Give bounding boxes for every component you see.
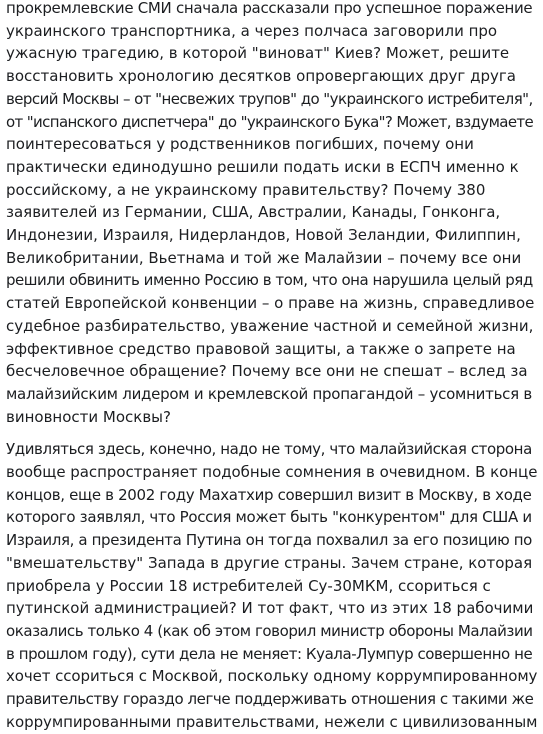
text-line: решили обвинить именно Россию в том, что она нарушила целый ряд xyxy=(6,271,533,290)
paragraph-1 xyxy=(6,0,538,428)
text-line: прокремлевские СМИ сначала рассказали про успешное поражение xyxy=(6,0,533,17)
paragraph-2 xyxy=(6,438,538,733)
text-line: концов, еще в 2002 году Махатхир совершил визит в Москву, в ходе xyxy=(6,485,532,504)
text-line: российскому, а не украинскому правительству? Почему 380 xyxy=(6,180,486,199)
text-line: Удивляться здесь, конечно, надо не тому, что малайзийская сторона xyxy=(6,440,532,459)
text-line: путинской администрацией? И тот факт, что из этих 18 рабочими xyxy=(6,599,534,618)
text-line: эффективное средство правовой защиты, а также о запрете на xyxy=(6,339,516,358)
text-line: правительству гораздо легче поддерживать отношения с такими же xyxy=(6,690,534,709)
text-line: от "испанского диспетчера" до "украинского Бука"? Может, вздумаете xyxy=(6,112,534,131)
text-line: коррумпированными правительствами, нежели с цивилизованным xyxy=(6,712,538,731)
post-text xyxy=(6,0,538,734)
text-line: восстановить хронологию десятков опровергающих друг друга xyxy=(6,67,516,86)
text-line: украинского транспортника, а через полчаса заговорили про xyxy=(6,21,498,40)
text-line: "вмешательству" Запада в другие страны. Зачем стране, которая xyxy=(6,553,533,572)
text-line: виновности Москвы? xyxy=(6,407,171,426)
text-line: Израиля, а президента Путина он тогда похвалил за его позицию по xyxy=(6,531,532,550)
text-line: ужасную трагедию, в которой "виноват" Киев? Может, решите xyxy=(6,44,510,63)
text-line: версий Москвы – от "несвежих трупов" до "украинского истребителя", xyxy=(6,89,533,108)
text-line: бесчеловечное обращение? Почему все они не спешат – вслед за xyxy=(6,362,528,381)
text-line: Великобритании, Вьетнама и той же Малайзии – почему все они xyxy=(6,248,522,267)
text-line: которого заявлял, что Россия может быть "конкурентом" для США и xyxy=(6,508,532,527)
text-line: вообще распространяет подобные сомнения в очевидном. В конце xyxy=(6,463,538,482)
text-line: хочет ссориться с Москвой, поскольку одному коррумпированному xyxy=(6,667,538,686)
text-line: поинтересоваться у родственников погибших, почему они xyxy=(6,135,474,154)
text-line: заявителей из Германии, США, Австралии, Канады, Гонконга, xyxy=(6,203,501,222)
text-line: в прошлом году), сути дела не меняет: Куала-Лумпур совершенно не xyxy=(6,644,533,663)
text-line: судебное разбирательство, уважение частной и семейной жизни, xyxy=(6,316,534,335)
text-line: практически единодушно решили подать иски в ЕСПЧ именно к xyxy=(6,157,519,176)
text-line: статей Европейской конвенции – о праве на жизнь, справедливое xyxy=(6,294,535,313)
text-line: малайзийским лидером и кремлевской пропагандой – усомниться в xyxy=(6,384,533,403)
text-line: оказались только 4 (как об этом говорил министр обороны Малайзии xyxy=(6,621,533,640)
text-line: Индонезии, Израиля, Нидерландов, Новой Зеландии, Филиппин, xyxy=(6,226,521,245)
text-line: приобрела у России 18 истребителей Су-30МКМ, ссориться с xyxy=(6,576,491,595)
